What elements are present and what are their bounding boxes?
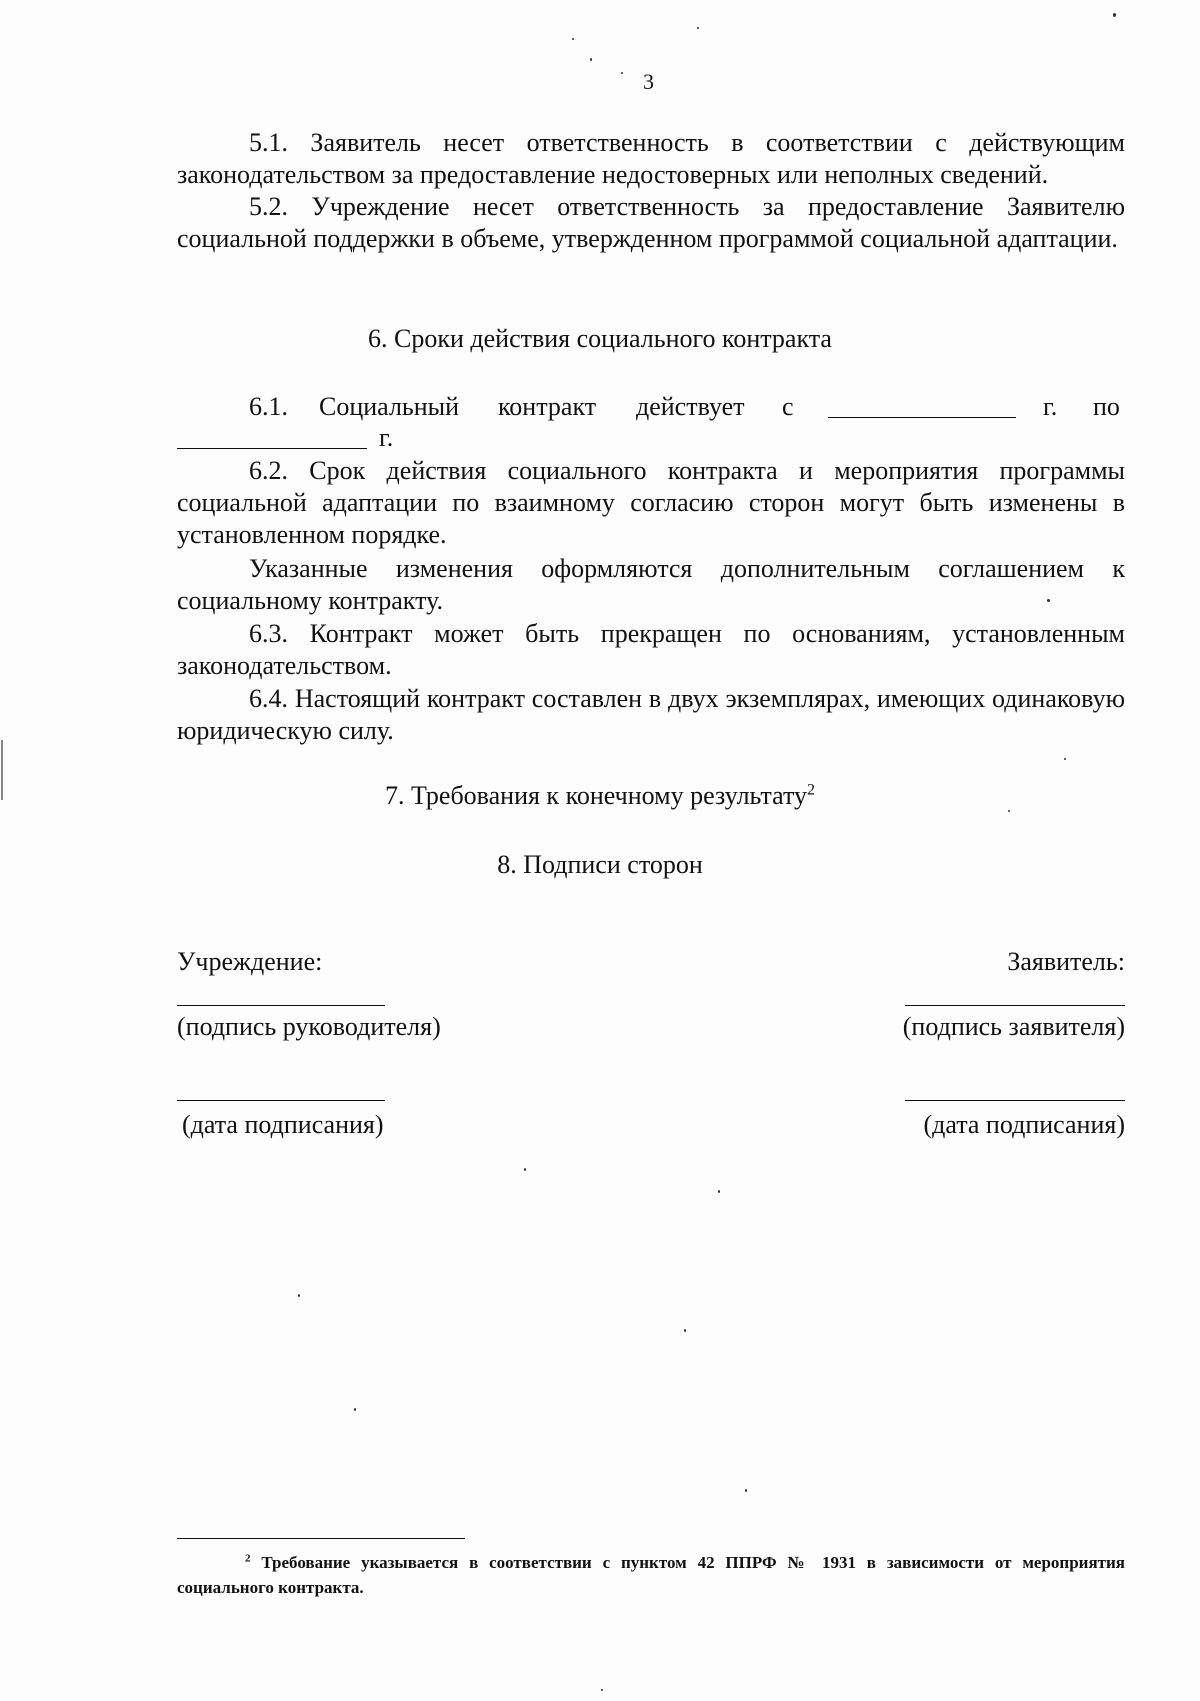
section-7-heading	[0, 780, 1200, 812]
clause-6-1-year-1: г.	[1043, 392, 1058, 421]
scan-speck	[621, 72, 623, 74]
scan-speck	[1113, 13, 1116, 17]
scan-speck	[524, 1168, 526, 1171]
party-applicant-label: Заявитель:	[1007, 947, 1125, 976]
scan-speck	[298, 1294, 300, 1297]
scan-speck	[718, 1190, 720, 1193]
clause-6-1-word-1: Социальный	[319, 392, 460, 421]
clause-6-2-changes: Указанные изменения оформляются дополнительным соглашением к социальному контракту.	[177, 554, 1125, 615]
clause-6-2: 6.2. Срок действия социального контракта и мероприятия программы социальной адаптации по взаимному согласию сторон могут быть изменены в установленном порядке.	[177, 456, 1125, 549]
scan-speck	[1064, 758, 1066, 760]
applicant-date-caption: (дата подписания)	[923, 1110, 1125, 1139]
section-8-heading: 8. Подписи сторон	[497, 850, 703, 879]
clause-6-1-label: 6.1.	[249, 392, 288, 421]
footnote-mark: 2	[245, 1552, 251, 1565]
scan-speck	[697, 27, 699, 29]
footnote-reference: 2	[806, 781, 815, 799]
clause-6-1-year-2: г.	[379, 423, 394, 452]
clause-6-3: 6.3. Контракт может быть прекращен по основаниям, установленным законодательством.	[177, 619, 1125, 680]
institution-signature-line[interactable]	[177, 1005, 385, 1006]
scan-speck	[601, 1689, 603, 1691]
party-institution-label: Учреждение:	[177, 947, 323, 976]
institution-date-line[interactable]	[177, 1100, 385, 1101]
footnote-separator	[177, 1538, 465, 1539]
section-7-title: 7. Требования к конечному результату	[385, 781, 807, 810]
clause-6-1-word-3: действует	[636, 392, 745, 421]
clause-6-1-word-4: с	[782, 392, 794, 421]
institution-date-caption: (дата подписания)	[182, 1110, 384, 1139]
clause-5-1: 5.1. Заявитель несет ответственность в соответствии с действующим законодательством за предоставление недостоверных или неполных сведений.	[177, 128, 1125, 189]
scan-speck	[590, 58, 592, 61]
applicant-date-line[interactable]	[905, 1100, 1125, 1101]
clause-6-4: 6.4. Настоящий контракт составлен в двух экземплярах, имеющих одинаковую юридическую силу.	[177, 684, 1125, 745]
clause-6-1-word-2: контракт	[498, 392, 597, 421]
scan-edge-mark	[1, 740, 3, 800]
scan-speck	[745, 1489, 747, 1492]
clause-5-2: 5.2. Учреждение несет ответственность за предоставление Заявителю социальной поддержки в объеме, утвержденном программой социальной адаптации.	[177, 192, 1125, 253]
footnote	[177, 1550, 1125, 1600]
applicant-signature-caption: (подпись заявителя)	[902, 1012, 1125, 1041]
end-date-blank[interactable]	[177, 448, 367, 449]
scan-speck	[684, 1329, 686, 1332]
clause-6-1-po: по	[1093, 392, 1120, 421]
scan-speck	[1047, 599, 1050, 602]
applicant-signature-line[interactable]	[905, 1005, 1125, 1006]
scan-speck	[1008, 810, 1010, 812]
section-6-heading: 6. Сроки действия социального контракта	[368, 324, 832, 353]
footnote-text: Требование указывается в соответствии с пунктом 42 ППРФ № 1931 в зависимости от мероприятия социального контракта.	[177, 1553, 1125, 1597]
scan-speck	[354, 1408, 356, 1411]
start-date-blank[interactable]	[828, 417, 1016, 418]
page-number: 3	[643, 69, 654, 94]
scan-speck	[572, 38, 574, 40]
institution-signature-caption: (подпись руководителя)	[177, 1012, 441, 1041]
